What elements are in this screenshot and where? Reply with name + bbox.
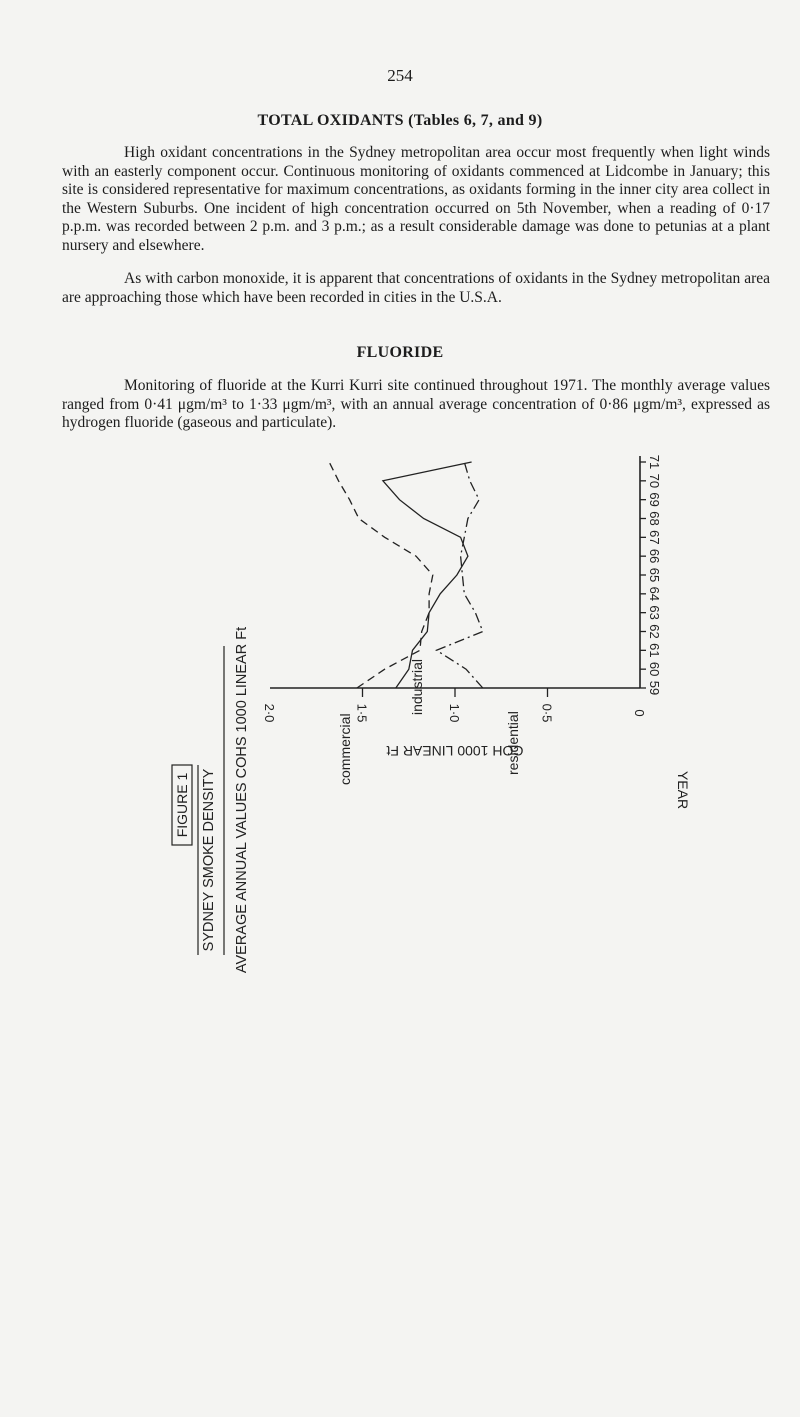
- year-tick-label: 63: [647, 605, 662, 620]
- paragraph-oxidants-2: As with carbon monoxide, it is apparent that concentrations of oxidants in the Sydney metropolitan area are approaching those which have been recorded in cities in the U.S.A.: [62, 270, 770, 306]
- value-tick-label: 1·5: [354, 703, 370, 723]
- series-layer: [329, 462, 483, 688]
- year-tick-label: 65: [647, 567, 662, 583]
- section-heading-fluoride: FLUORIDE: [356, 344, 444, 361]
- paragraph-fluoride: Monitoring of fluoride at the Kurri Kurri site continued throughout 1971. The monthly average values ranged from 0·41 μgm/m³ to 1·33 μgm/m³, with an annual average concentration of 0·86 μgm/m³, expressed as hydrogen fluoride (gaseous and particulate).: [62, 377, 770, 432]
- series-line-residential: [437, 462, 483, 688]
- year-tick-label: 68: [647, 511, 662, 526]
- year-ticks: [640, 455, 662, 695]
- year-tick-label: 71: [647, 454, 662, 470]
- year-tick-label: 64: [647, 586, 662, 602]
- figure-caption-block: [172, 627, 250, 973]
- year-tick-label: 59: [647, 680, 662, 696]
- year-tick-label: 62: [647, 624, 662, 639]
- year-tick-label: 69: [647, 492, 662, 507]
- figure-title-line2: AVERAGE ANNUAL VALUES COHS 1000 LINEAR Ft: [234, 626, 250, 974]
- year-tick-label: 67: [647, 530, 662, 545]
- year-tick-label: 61: [647, 643, 662, 658]
- year-tick-label: 60: [647, 661, 662, 677]
- page-number: 254: [387, 66, 413, 85]
- section-heading-total-oxidants: TOTAL OXIDANTS (Tables 6, 7, and 9): [257, 112, 543, 129]
- x-axis-label: YEAR: [675, 770, 691, 810]
- series-line-commercial: [329, 462, 433, 688]
- value-tick-label: 0: [632, 709, 647, 717]
- value-tick-label: 0·5: [539, 703, 555, 723]
- y-axis-label: COH 1000 LINEAR Ft: [386, 743, 524, 759]
- value-tick-label: 1·0: [447, 703, 462, 723]
- value-tick-label: 2·0: [262, 703, 277, 723]
- series-label-residential: residential: [505, 711, 521, 775]
- series-label-industrial: industrial: [409, 658, 425, 715]
- paragraph-oxidants-1: High oxidant concentrations in the Sydney metropolitan area occur most frequently when light winds with an easterly component occur. Continuous monitoring of oxidants commenced at Lidcombe in January; this site is considered representative for maximum concentrations, as oxidants forming in the inner city area collect in the Western Suburbs. One incident of high concentration occurred on 5th November, when a reading of 0·17 p.p.m. was recorded between 2 p.m. and 3 p.m.; as a result considerable damage was done to petunias at a plant nursery and elsewhere.: [62, 144, 770, 254]
- figure-label: FIGURE 1: [174, 772, 190, 838]
- chart-axes: [270, 456, 640, 688]
- figure-title-line1: SYDNEY SMOKE DENSITY: [201, 768, 217, 952]
- value-ticks: [262, 688, 647, 722]
- series-label-commercial: commercial: [337, 713, 353, 785]
- year-tick-label: 70: [647, 473, 662, 489]
- year-tick-label: 66: [647, 548, 662, 564]
- series-line-industrial: [383, 462, 472, 688]
